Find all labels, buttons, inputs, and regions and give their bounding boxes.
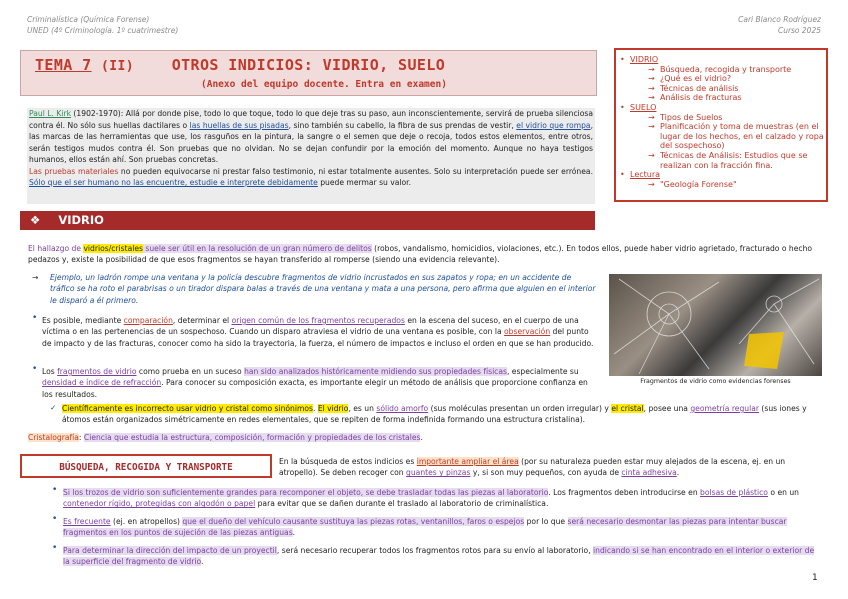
text: .: [292, 528, 296, 538]
bullet-fragmentos: [42, 366, 600, 400]
title-part: (II): [101, 59, 134, 74]
text: (sus iones y átomos están organizados simétricamente en redes elementales, que se repiten de forma indefinida formando una estructura cristalina).: [62, 404, 807, 425]
toc-subitem[interactable]: → Técnicas de Análisis: Estudios que se realizan con la fracción fina.: [616, 151, 826, 170]
text: . Para conocer su composición exacta, es importante elegir un método de análisis que proporcione confianza en los resultados.: [42, 378, 588, 399]
link-vidrio[interactable]: el vidrio que rompa: [516, 120, 591, 130]
title-box: [20, 50, 597, 96]
link-huellas[interactable]: las huellas de sus pisadas: [189, 120, 289, 130]
highlight: importante ampliar el área: [416, 457, 519, 466]
bullet-trozos: [63, 487, 823, 510]
highlight: geometría regular: [690, 404, 759, 413]
vidrio-text: (robos, vandalismo, homicidios, violaciones, etc.). En todos ellos, puede haber vidrio agrietado, fracturado o hecho pedazos y, existe la posibilidad de que esos fragmentos se hayan transferido al romperse (siendo una evidencia relevante).: [28, 244, 813, 265]
highlight: Científicamente es incorrecto usar vidrio y cristal como sinónimos: [62, 404, 313, 413]
text: . Los fragmentos deben introducirse en: [548, 488, 701, 497]
busqueda-paragraph: [279, 456, 824, 479]
page-subtitle: (Anexo del equipo docente. Entra en examen): [201, 79, 447, 90]
vidrio-highlight: vidrios/cristales: [83, 244, 143, 253]
text: y, si son muy pequeños, con ayuda de: [470, 468, 622, 478]
page-number: 1: [812, 573, 818, 583]
bullet-icon: •: [52, 514, 58, 524]
highlight: será necesario desmontar las piezas para intentar buscar fragmentos en los puntos de sujeción de las piezas antiguas: [63, 517, 787, 538]
bullet-icon: •: [52, 543, 58, 553]
text: , será necesario recuperar todos los fragmentos rotos para su envío al laboratorio,: [276, 546, 594, 555]
toc-subitem[interactable]: → Búsqueda, recogida y transporte: [616, 65, 826, 75]
page-title: [35, 56, 445, 74]
highlight: densidad e índice de refracción: [42, 378, 162, 388]
table-of-contents: [614, 48, 828, 202]
highlight: Si los trozos de vidrio son suficientemente grandes para recomponer el objeto, se debe trasladar todas las piezas al laboratorio: [63, 488, 549, 497]
arrow-icon: →: [32, 273, 39, 282]
intro-text: (1902-1970): Allá por donde pise, todo lo que toque, todo lo que deje tras su paso, aun inconscientemente, servirá de prueba silenciosa contra él. No sólo sus huellas dactilares o: [29, 109, 593, 130]
highlight: Es frecuente: [63, 517, 111, 526]
section-vidrio-title: VIDRIO: [58, 213, 104, 227]
text: en la escena del suceso, en el cuerpo de una víctima o en las pertenencias de un sospechoso. Cuando un disparo atraviesa el vidrio de una ventana es posible, con la: [42, 316, 579, 337]
text: , posee una: [643, 404, 691, 413]
text: .: [420, 433, 423, 442]
checkmark-icon: ✓: [50, 403, 57, 412]
highlight: El vidrio: [317, 404, 349, 413]
text: del punto de impacto y de las fracturas, conocer como ha sido la trayectoria, la fuerza, el número de impactos e incluso el orden en que se han producido.: [42, 327, 594, 348]
course-year: Curso 2025: [777, 26, 821, 35]
university-line: UNED (4º Criminología. 1º cuatrimestre): [27, 26, 179, 35]
text: Los: [42, 367, 58, 376]
text: :: [78, 433, 84, 442]
vidrio-text: El hallazgo de: [28, 244, 84, 253]
bullet-icon: •: [32, 313, 38, 323]
vidrio-highlight: suele ser útil en la resolución de un gran número de delitos: [143, 244, 372, 253]
toc-subitem[interactable]: → ¿Qué es el vidrio?: [616, 74, 826, 84]
highlight: comparación: [123, 316, 173, 325]
header-left: [27, 14, 178, 36]
text: para evitar que se dañen durante el traslado al laboratorio de criminalística.: [255, 499, 549, 509]
author-link[interactable]: Paul L. Kirk: [29, 109, 71, 118]
intro-text: no pueden equivocarse ni prestar falso testimonio, ni estar totalmente ausentes. Solo su interpretación puede ser errónea.: [118, 166, 593, 176]
text: .: [201, 557, 204, 567]
intro-text: puede mermar su valor.: [317, 178, 412, 187]
text: Es posible, mediante: [42, 316, 124, 325]
bullet-direccion: [63, 545, 823, 568]
text: (sus moléculas presentan un orden irregular) y: [428, 404, 612, 413]
text: En la búsqueda de estos indicios es: [279, 457, 417, 466]
header-right: [621, 14, 821, 36]
bullet-icon: •: [32, 364, 38, 374]
title-main: OTROS INDICIOS: VIDRIO, SUELO: [171, 56, 446, 74]
check-vidrio-cristal: [62, 403, 824, 426]
diamond-icon: ❖: [30, 213, 41, 227]
toc-subitem[interactable]: → Técnicas de análisis: [616, 84, 826, 94]
author-name: Cari Blanco Rodríguez: [738, 15, 821, 24]
text: , especialmente su: [506, 367, 579, 376]
highlight: fragmentos de vidrio: [57, 367, 137, 376]
intro-red: Las pruebas materiales: [29, 166, 119, 176]
highlight: contenedor rígido, protegidas con algodón o papel: [63, 499, 256, 509]
text: o en un: [767, 488, 799, 497]
highlight: guantes y pinzas: [406, 468, 471, 478]
toc-subitem[interactable]: → "Geología Forense": [616, 180, 826, 190]
toc-section-item[interactable]: • Lectura: [616, 170, 826, 180]
toc-subitem[interactable]: → Análisis de fracturas: [616, 93, 826, 103]
intro-text: , sino también su cabello, la fibra de sus prendas de vestir,: [288, 120, 517, 130]
text: por lo que: [524, 517, 568, 526]
highlight: que el dueño del vehículo causante sustituya las piezas rotas, ventanillos, faros o espejos: [182, 517, 525, 526]
cristalografia-line: [28, 432, 823, 443]
intro-paragraph: [27, 108, 595, 204]
bullet-icon: •: [52, 485, 58, 495]
text: , es un: [348, 404, 377, 413]
intro-text: , las marcas de las herramientas que use, los rasguños en la pintura, la sangre o el semen que deje o recoja, todos estos elementos, entre otros, serán testigos mudos contra él. Son pruebas que no olvidan. No se dejan confundir por la emoción del momento. Aunque no haya testigos humanos, ellos están ahí. Son pruebas concretas.: [29, 120, 593, 164]
section-vidrio-bar: [20, 211, 595, 230]
highlight: Para determinar la dirección del impacto de un proyectil: [63, 546, 277, 555]
shattered-glass-icon: [609, 274, 822, 376]
highlight: han sido analizados históricamente midiendo sus propiedades físicas: [244, 367, 507, 376]
section-busqueda-box: BÚSQUEDA, RECOGIDA Y TRANSPORTE: [20, 454, 272, 478]
example-text: Ejemplo, un ladrón rompe una ventana y la policía descubre fragmentos de vidrio incrustados en sus zapatos y ropa; en un accidente de tráfico se ha roto el parabrisas o un tirador dispara balas a través de una ventana y mata a una persona, pero afirma que alguien en el interior le disparó a él primero.: [50, 273, 596, 305]
toc-section-item[interactable]: • VIDRIO: [616, 55, 826, 65]
text: .: [676, 468, 680, 478]
text: (ej. en atropellos): [110, 517, 183, 526]
text: (por su naturaleza pueden estar muy alejados de la escena, ej. en un atropello). Se deben recoger con: [279, 457, 786, 478]
title-tema: TEMA 7: [35, 56, 92, 74]
highlight: indicando si se han encontrado en el interior o exterior de la superficie del fragmento de vidrio: [63, 546, 815, 567]
text: .: [312, 404, 318, 413]
highlight: origen común de los fragmentos recuperados: [231, 316, 405, 325]
toc-subitem[interactable]: → Tipos de Suelos: [616, 113, 826, 123]
highlight: bolsas de plástico: [700, 488, 768, 497]
glass-fragments-photo: [609, 274, 822, 376]
highlight: observación: [504, 327, 551, 337]
photo-caption: Fragmentos de vidrio como evidencias forenses: [640, 378, 791, 385]
bullet-frecuente: [63, 516, 823, 539]
text: como prueba en un suceso: [136, 367, 245, 376]
highlight: cinta adhesiva: [621, 468, 677, 478]
highlight: Cristalografía: [28, 433, 79, 442]
toc-subitem[interactable]: → Planificación y toma de muestras (en el lugar de los hechos, en el calzado y ropa del sospechoso): [616, 122, 826, 151]
link-interprete[interactable]: Sólo que el ser humano no las encuentre, estudie e interprete debidamente: [29, 178, 318, 187]
highlight: sólido amorfo: [376, 404, 429, 413]
highlight: Ciencia que estudia la estructura, composición, formación y propiedades de los cristales: [83, 433, 421, 442]
vidrio-paragraph: [28, 243, 823, 266]
highlight: el cristal: [611, 404, 644, 413]
course-title: Criminalística (Química Forense): [27, 15, 150, 24]
toc-section-item[interactable]: • SUELO: [616, 103, 826, 113]
text: , determinar el: [172, 316, 232, 325]
bullet-comparacion: [42, 315, 600, 349]
